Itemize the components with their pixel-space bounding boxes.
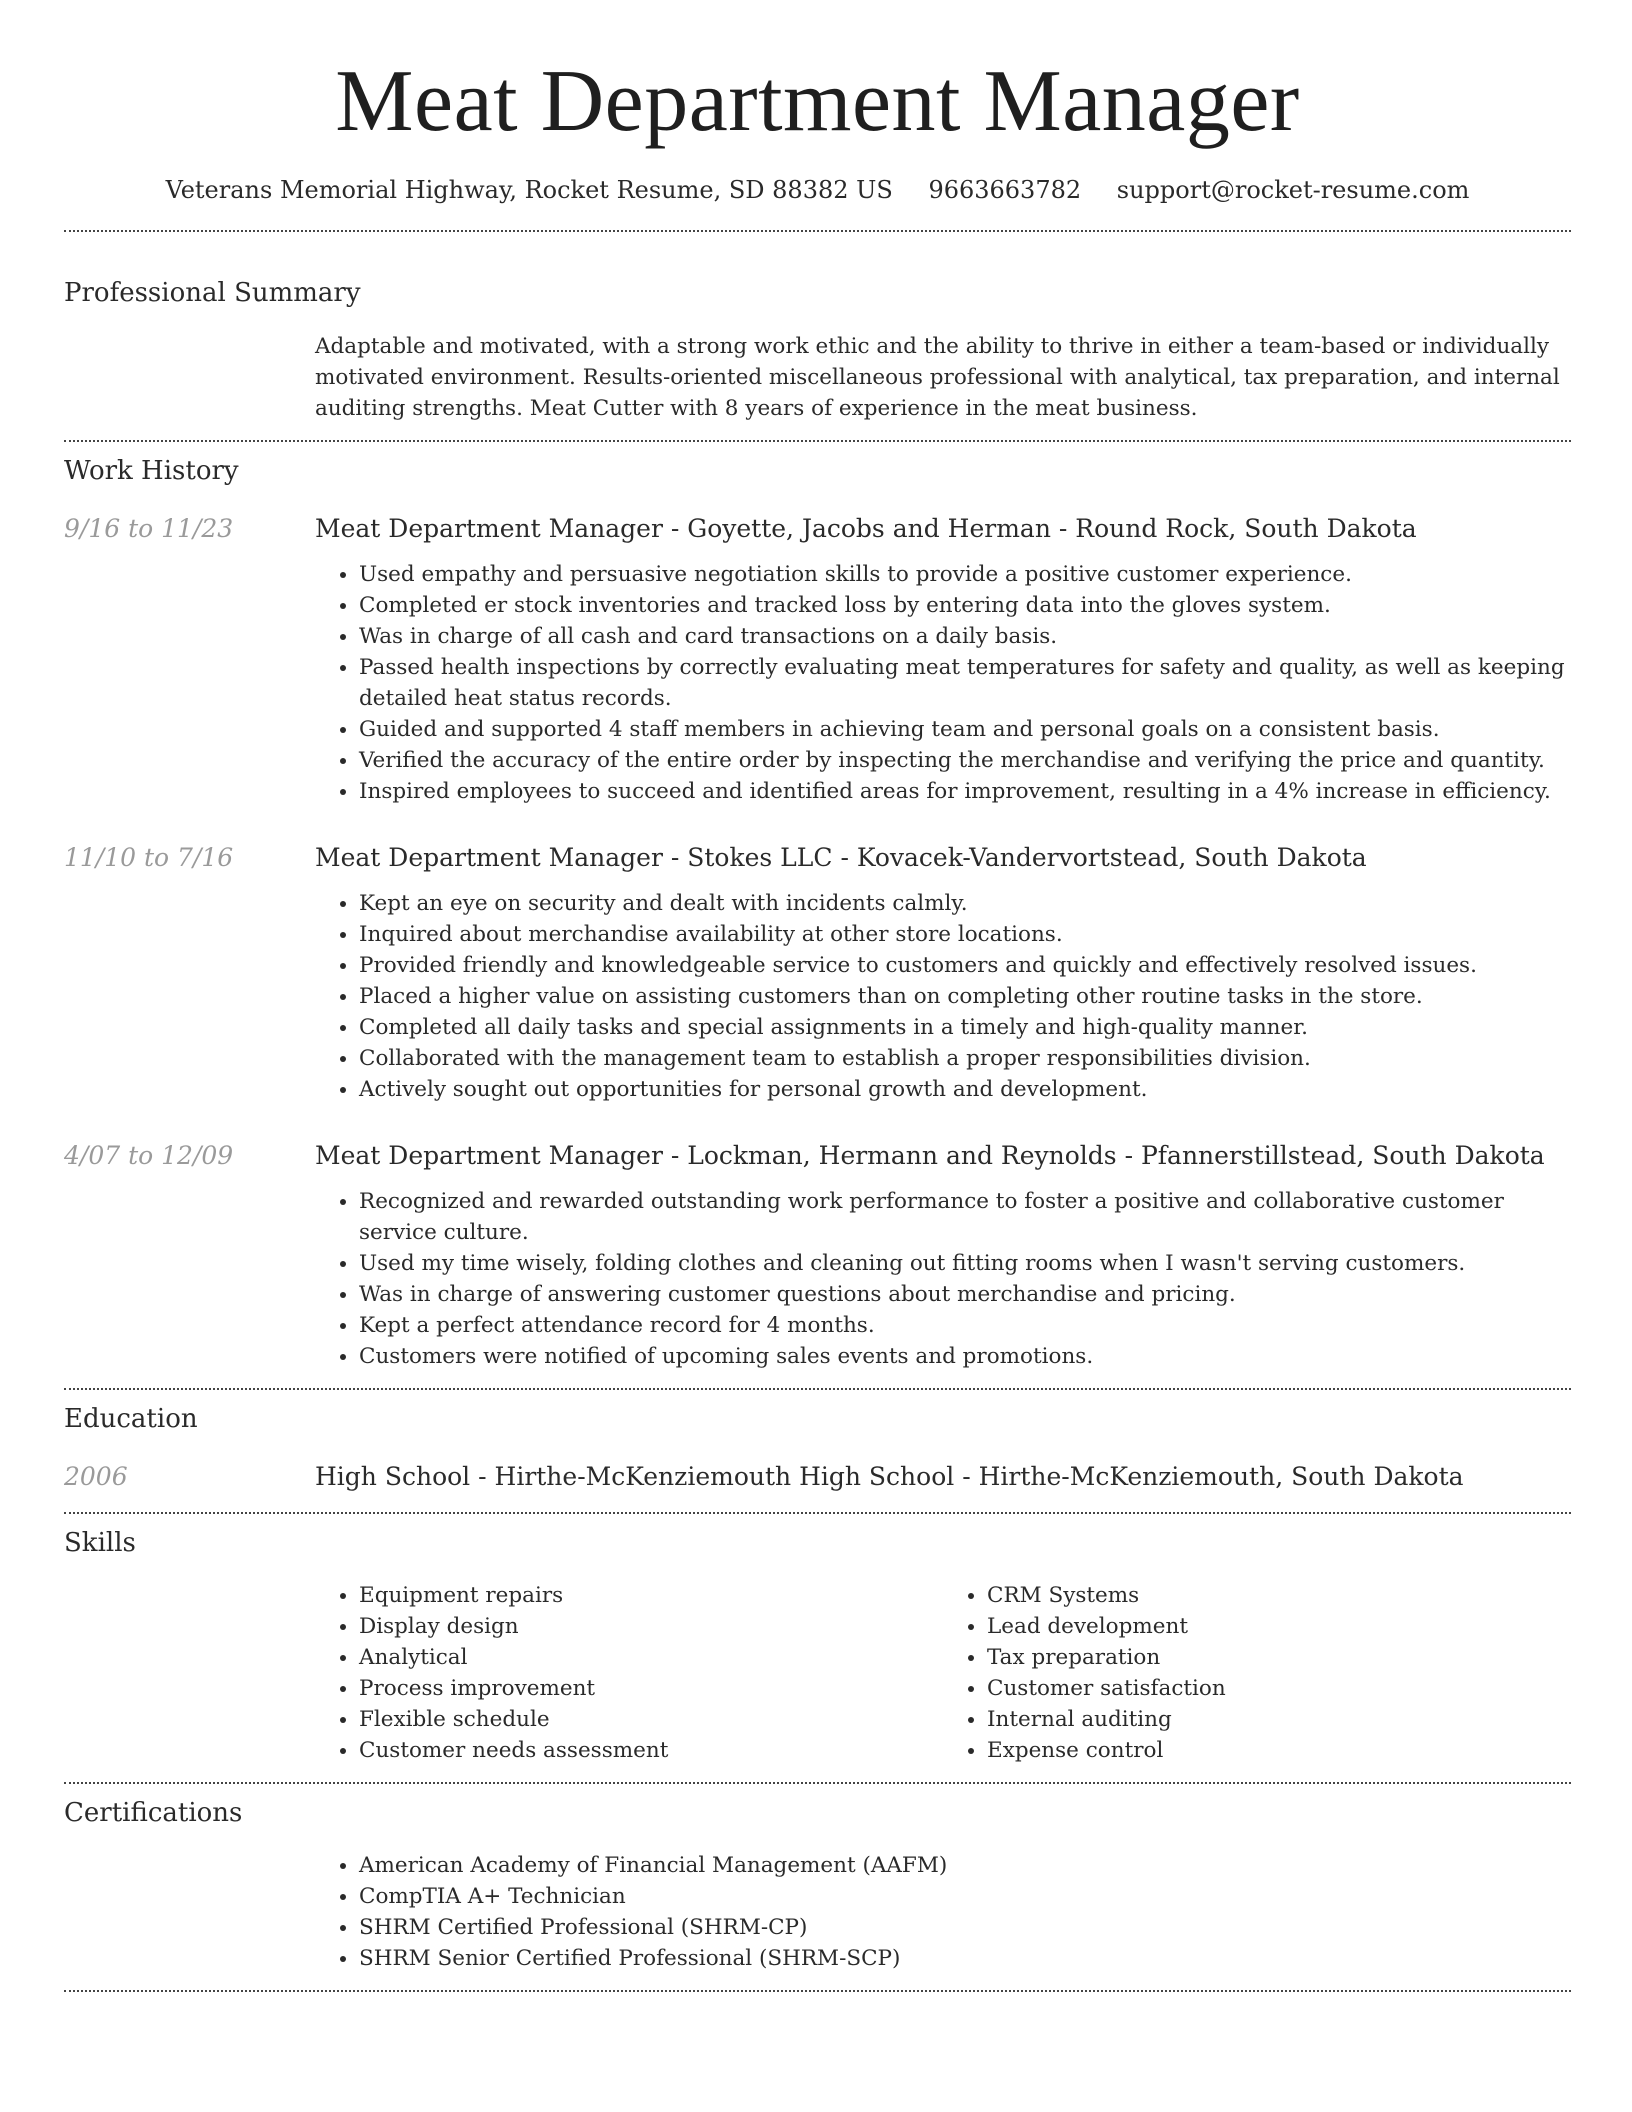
list-item: • Collaborated with the management team to establish a proper responsibilities division. — [359, 1043, 1571, 1074]
summary-content — [315, 331, 1571, 440]
job-heading: Meat Department Manager - Goyette, Jacobs and Herman - Round Rock, South Dakota — [315, 514, 1417, 543]
list-item: • Guided and supported 4 staff members in achieving team and personal goals on a consistent basis. — [359, 714, 1571, 745]
work-history-section — [64, 442, 1571, 1388]
contact-email: support@rocket-resume.com — [1116, 176, 1470, 204]
list-item: • Customers were notified of upcoming sales events and promotions. — [359, 1341, 1571, 1372]
job-entry — [64, 841, 1571, 1105]
list-item: • American Academy of Financial Management (AAFM) — [359, 1850, 1571, 1881]
list-item: • Flexible schedule — [359, 1704, 943, 1735]
section-title-education: Education — [64, 1404, 198, 1434]
job-bullets-container — [315, 559, 1571, 807]
resume-page — [64, 0, 1571, 1992]
job-dates: 4/07 to 12/09 — [64, 1141, 234, 1170]
job-heading: Meat Department Manager - Stokes LLC - Kovacek-Vandervortstead, South Dakota — [315, 843, 1367, 872]
education-year: 2006 — [64, 1462, 128, 1491]
summary-text: Adaptable and motivated, with a strong work ethic and the ability to thrive in either a team-based or individually motivated environment. Results-oriented miscellaneous professional with analytical, tax preparation, and internal auditing strengths. Meat Cutter with 8 years of experience in the meat business. — [315, 334, 1560, 421]
job-header-row — [64, 1139, 1571, 1173]
skills-section — [64, 1514, 1571, 1782]
list-item: • Process improvement — [359, 1673, 943, 1704]
list-item: • Kept a perfect attendance record for 4 months. — [359, 1310, 1571, 1341]
list-item: • Used my time wisely, folding clothes and cleaning out fitting rooms when I wasn't serving customers. — [359, 1248, 1571, 1279]
list-item: • CompTIA A+ Technician — [359, 1881, 1571, 1912]
education-entry — [64, 1460, 1571, 1494]
list-item: • Lead development — [987, 1611, 1571, 1642]
list-item: • Kept an eye on security and dealt with incidents calmly. — [359, 888, 1571, 919]
certifications-content — [315, 1850, 1571, 1974]
section-title-summary: Professional Summary — [64, 278, 361, 308]
education-heading: High School - Hirthe-McKenziemouth High School - Hirthe-McKenziemouth, South Dakota — [315, 1462, 1464, 1491]
list-item: • Analytical — [359, 1642, 943, 1673]
education-section — [64, 1390, 1571, 1512]
contact-line — [64, 174, 1571, 206]
list-item: • Actively sought out opportunities for personal growth and development. — [359, 1074, 1571, 1105]
job-bullets-container — [315, 1186, 1571, 1388]
section-divider — [64, 1990, 1571, 1992]
list-item: • SHRM Senior Certified Professional (SHRM-SCP) — [359, 1943, 1571, 1974]
job-bullets — [315, 1186, 1571, 1372]
job-bullets — [315, 559, 1571, 807]
list-item: • Equipment repairs — [359, 1580, 943, 1611]
certifications-list — [315, 1850, 1571, 1974]
list-item: • Placed a higher value on assisting customers than on completing other routine tasks in the store. — [359, 981, 1571, 1012]
section-title-work-history: Work History — [64, 456, 239, 486]
list-item: • Provided friendly and knowledgeable service to customers and quickly and effectively resolved issues. — [359, 950, 1571, 981]
list-item: • Used empathy and persuasive negotiation skills to provide a positive customer experience. — [359, 559, 1571, 590]
certifications-section — [64, 1784, 1571, 1990]
list-item: • Verified the accuracy of the entire order by inspecting the merchandise and verifying the price and quantity. — [359, 745, 1571, 776]
list-item: • Completed er stock inventories and tracked loss by entering data into the gloves system. — [359, 590, 1571, 621]
list-item: • Passed health inspections by correctly evaluating meat temperatures for safety and quality, as well as keeping detailed heat status records. — [359, 652, 1571, 714]
job-header-row — [64, 512, 1571, 546]
section-title-skills: Skills — [64, 1528, 136, 1558]
job-bullets-container — [315, 888, 1571, 1105]
skills-columns — [315, 1580, 1571, 1766]
job-heading: Meat Department Manager - Lockman, Hermann and Reynolds - Pfannerstillstead, South Dakota — [315, 1141, 1545, 1170]
job-dates: 11/10 to 7/16 — [64, 843, 234, 872]
job-entry — [64, 1139, 1571, 1388]
contact-address: Veterans Memorial Highway, Rocket Resume, SD 88382 US — [165, 176, 893, 204]
job-header-row — [64, 841, 1571, 875]
skills-list-left — [315, 1580, 943, 1766]
resume-name-title: Meat Department Manager — [335, 53, 1300, 150]
list-item: • SHRM Certified Professional (SHRM-CP) — [359, 1912, 1571, 1943]
section-title-certifications: Certifications — [64, 1798, 243, 1828]
list-item: • Was in charge of answering customer questions about merchandise and pricing. — [359, 1279, 1571, 1310]
list-item: • Display design — [359, 1611, 943, 1642]
professional-summary-section — [64, 232, 1571, 440]
list-item: • Inspired employees to succeed and identified areas for improvement, resulting in a 4% increase in efficiency. — [359, 776, 1571, 807]
job-entry — [64, 512, 1571, 807]
job-dates: 9/16 to 11/23 — [64, 514, 234, 543]
list-item: • Expense control — [987, 1735, 1571, 1766]
list-item: • Tax preparation — [987, 1642, 1571, 1673]
list-item: • Customer needs assessment — [359, 1735, 943, 1766]
list-item: • Recognized and rewarded outstanding work performance to foster a positive and collaborative customer service culture. — [359, 1186, 1571, 1248]
list-item: • CRM Systems — [987, 1580, 1571, 1611]
skills-list-right — [943, 1580, 1571, 1766]
list-item: • Was in charge of all cash and card transactions on a daily basis. — [359, 621, 1571, 652]
job-bullets — [315, 888, 1571, 1105]
list-item: • Internal auditing — [987, 1704, 1571, 1735]
list-item: • Customer satisfaction — [987, 1673, 1571, 1704]
contact-phone: 9663663782 — [928, 176, 1082, 204]
list-item: • Inquired about merchandise availability at other store locations. — [359, 919, 1571, 950]
list-item: • Completed all daily tasks and special assignments in a timely and high-quality manner. — [359, 1012, 1571, 1043]
